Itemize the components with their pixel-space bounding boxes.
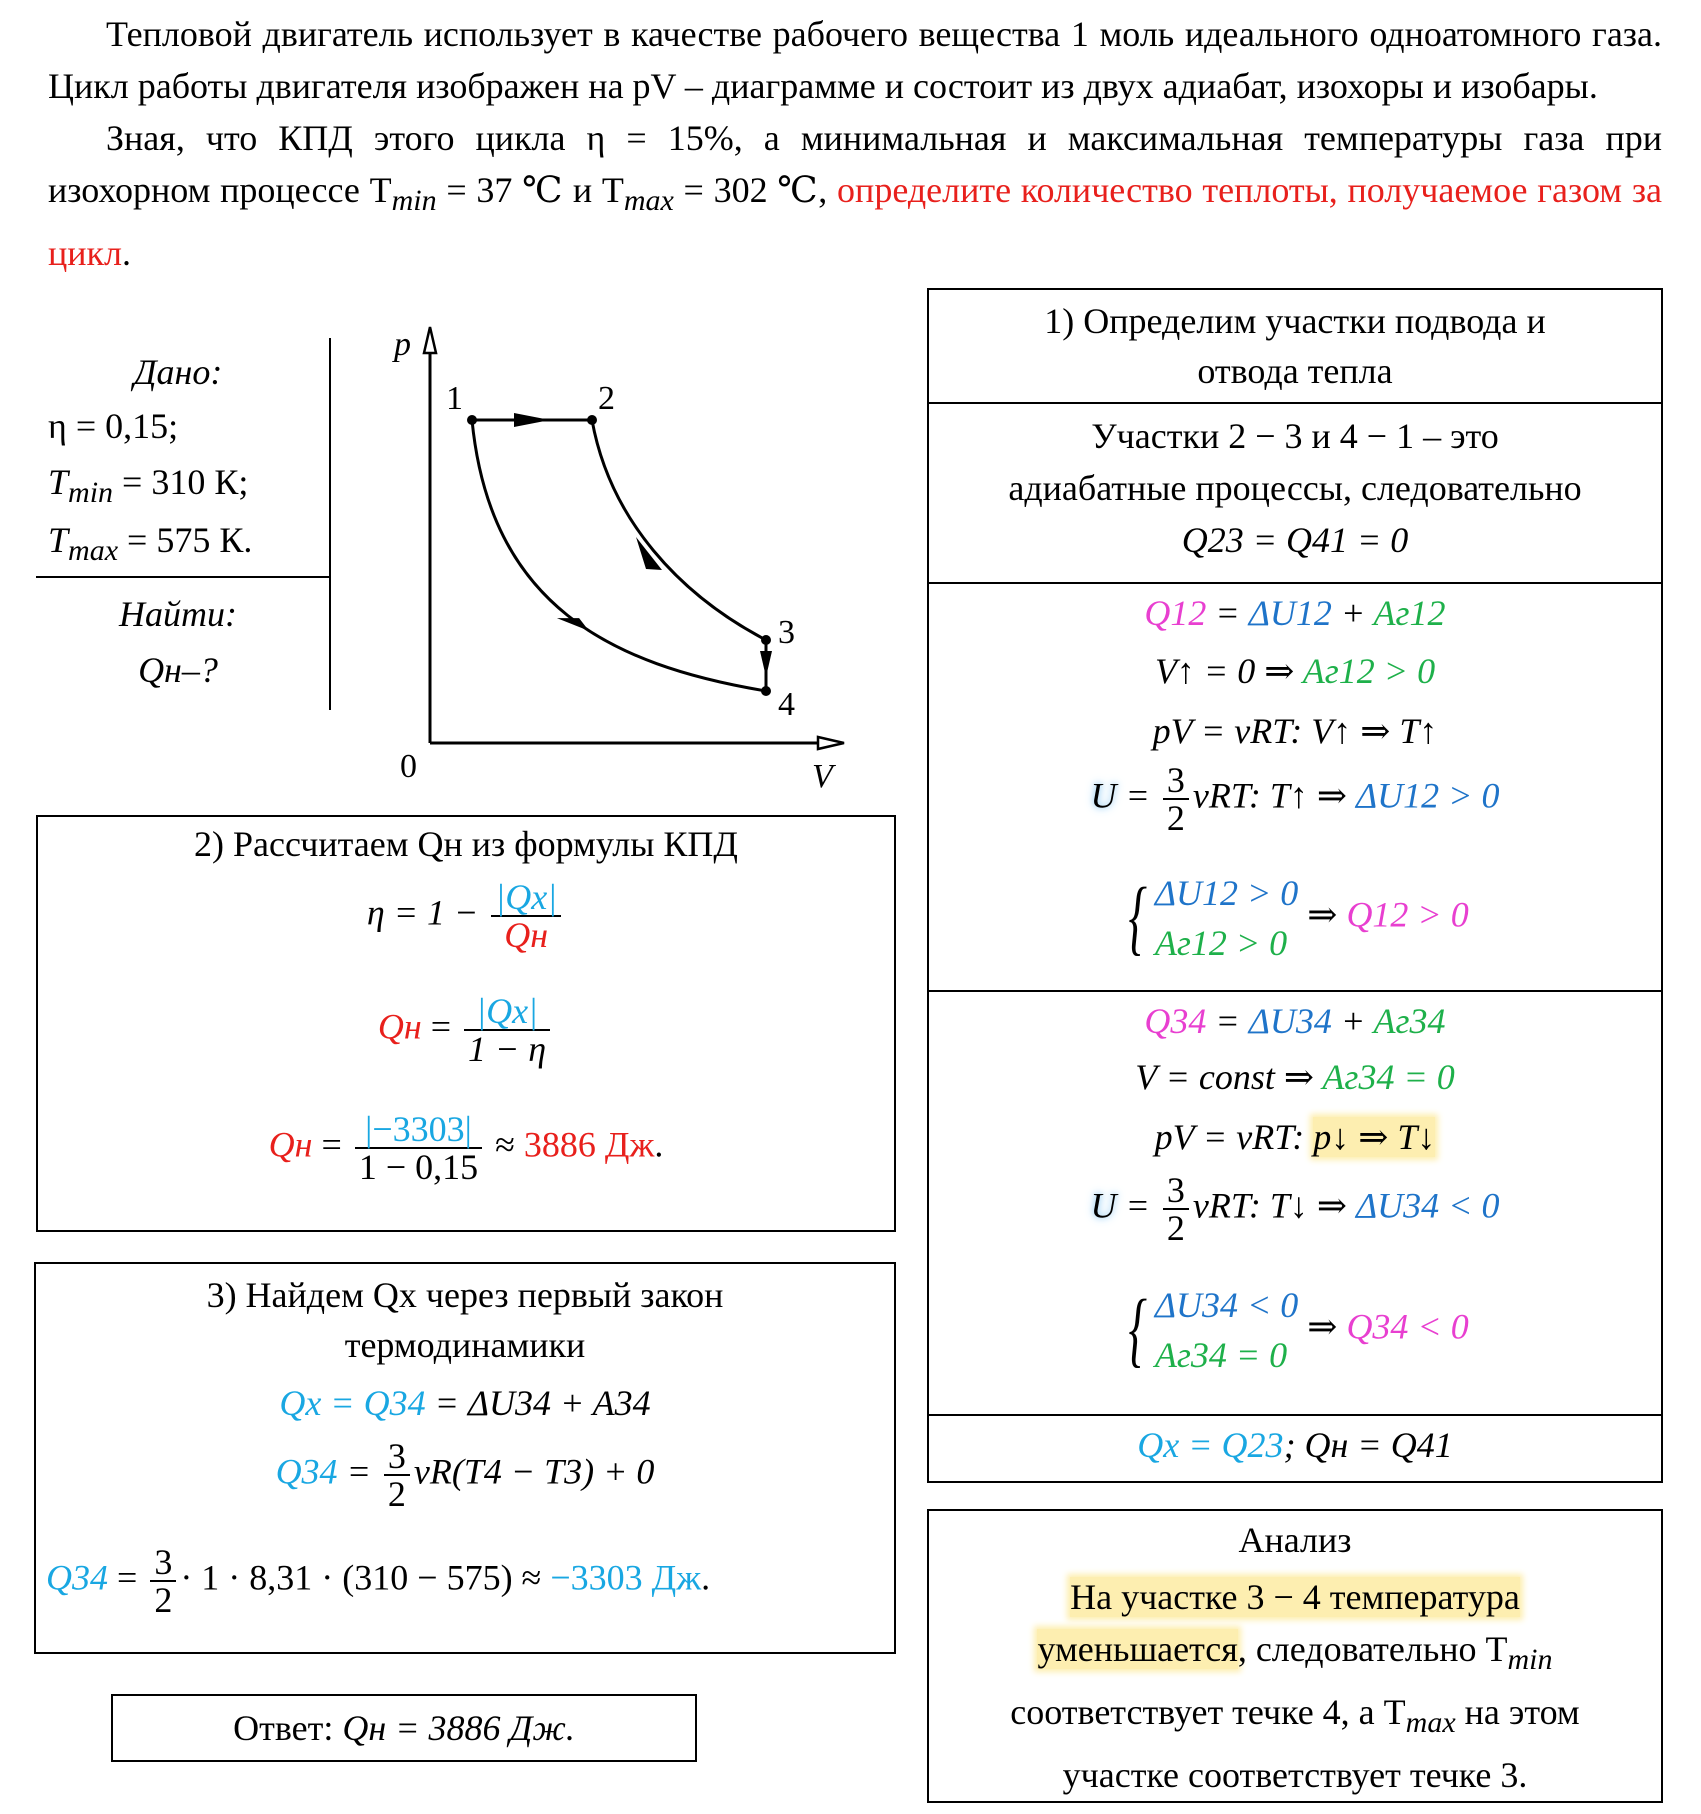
step-2-title: 2) Рассчитаем Qн из формулы КПД: [194, 824, 738, 864]
arrow-4-1: [557, 614, 589, 635]
isobaric-work: V↑ = 0 ⇒ Aг12 > 0: [1154, 651, 1436, 691]
q34-calculation: Q34 = $\frac{3}{2}$ · 1 · 8,31 · (310 − 575) ≈ −3303 Дж.: [46, 1542, 711, 1620]
process-2-3: [592, 420, 766, 640]
step-1-box: [927, 288, 1663, 1483]
efficiency-formula: η = 1 − $\frac{|Qх|}{Qн}$: [38, 879, 894, 953]
brace-icon: {: [1128, 871, 1148, 964]
point-4: [761, 686, 771, 696]
isochoric-internal-energy: U = $\frac{3}{2}$ νRT: T↓ ⇒ ΔU34 < 0: [1090, 1170, 1500, 1248]
answer-box: [111, 1694, 697, 1762]
heat-received-calculation: Qн = $\frac{|-3303|}{1 - 0,15}$ ≈ 3886 Дж.: [268, 1109, 664, 1187]
problem-question: определите количество теплоты, получаемое газом за цикл: [48, 170, 1663, 274]
isobaric-system: { ΔU12 > 0 Aг12 > 0 ⇒ Q12 > 0: [1128, 871, 1469, 964]
find-value: Qн–?: [138, 650, 218, 690]
p-axis-arrow: [424, 327, 436, 353]
analysis-text: На участке 3 − 4 температура уменьшается, следовательно $T_{min}$ соответствует течке 4, а $T_{max}$ на этом участке соответствует течке 3.: [1010, 1577, 1580, 1796]
point-3: [761, 635, 771, 645]
q34-formula: Q34 = $\frac{3}{2}$ νR(T4 − T3) + 0: [275, 1436, 655, 1514]
point-1-label: 1: [446, 380, 463, 417]
answer-label: Ответ:: [233, 1708, 343, 1748]
v-axis-arrow: [818, 737, 844, 749]
divider: [929, 1414, 1661, 1416]
problem-paragraph-1: Тепловой двигатель использует в качестве рабочего вещества 1 моль идеального одноатомного газа. Цикл работы двигателя изображен на pV – диаграмме и состоит из двух адиабат, изохоры и изобары.: [48, 14, 1662, 106]
point-3-label: 3: [778, 614, 795, 651]
point-2: [587, 415, 597, 425]
step-3-title: 3) Найдем Qх через первый закон термодинамики: [206, 1275, 724, 1365]
heat-summary: Qх = Q23; Qн = Q41: [1137, 1425, 1453, 1465]
isobaric-internal-energy: U = $\frac{3}{2}$ νRT: T↑ ⇒ ΔU12 > 0: [1090, 760, 1500, 838]
v-axis-label: V: [812, 758, 833, 795]
given-title: Дано:: [133, 352, 223, 392]
given-divider-horizontal: [36, 576, 329, 578]
adiabatic-section: Участки 2 − 3 и 4 − 1 – это адиабатные процессы, следовательно Q23 = Q41 = 0: [1008, 416, 1582, 560]
heat-received-result: 3886 Дж: [523, 1124, 655, 1165]
step-1-title: 1) Определим участки подвода и отвода тепла: [1044, 301, 1546, 391]
first-law-equation: Qх = Q34 = ΔU34 + A34: [279, 1383, 651, 1423]
given-tmax: $T_{max} = 575$ К.: [48, 520, 253, 568]
given-eta: η = 0,15;: [48, 406, 179, 446]
arrow-3-4: [760, 651, 772, 677]
answer-value: Qн = 3886 Дж.: [342, 1708, 575, 1748]
arrow-2-3: [636, 537, 662, 570]
origin-label: 0: [400, 748, 417, 785]
divider: [929, 582, 1661, 584]
problem-statement: [48, 8, 1662, 279]
point-4-label: 4: [778, 686, 795, 723]
arrow-1-2: [514, 413, 550, 427]
isochoric-state-equation: pV = νRT: p↓ ⇒ T↓: [1154, 1117, 1436, 1157]
point-1: [467, 415, 477, 425]
isochoric-work: V = const ⇒ Aг34 = 0: [1135, 1057, 1455, 1097]
process-4-1: [472, 420, 766, 691]
isobaric-first-law: Q12 = ΔU12 + Aг12: [1144, 593, 1446, 633]
step-3-box: [34, 1262, 896, 1654]
given-tmin: $T_{min} = 310$ К;: [48, 462, 249, 510]
find-title: Найти:: [119, 594, 237, 634]
divider: [929, 990, 1661, 992]
p-axis-label: p: [394, 326, 411, 363]
step-2-box: [36, 815, 896, 1232]
point-2-label: 2: [598, 380, 615, 417]
brace-icon: {: [1128, 1283, 1148, 1376]
isochoric-first-law: Q34 = ΔU34 + Aг34: [1144, 1001, 1446, 1041]
isochoric-system: { ΔU34 < 0 Aг34 = 0 ⇒ Q34 < 0: [1128, 1283, 1469, 1376]
given-divider-vertical: [329, 338, 331, 710]
pv-diagram: [380, 325, 850, 795]
divider: [929, 402, 1661, 404]
problem-paragraph-2: Зная, что КПД этого цикла η = 15%, а минимальная и максимальная температуры газа при изохорном процессе $T_{min} = 37$ ℃ и $T_{max} = 302$ ℃, определите количество теплоты, получаемое газом за цикл.: [48, 118, 1663, 274]
analysis-box: [927, 1509, 1663, 1803]
analysis-title: Анализ: [1238, 1520, 1352, 1560]
isobaric-state-equation: pV = νRT: V↑ ⇒ T↑: [1152, 711, 1438, 751]
q34-result: −3303 Дж: [550, 1557, 702, 1598]
heat-received-formula: Qн = $\frac{|Qх|}{1 - \eta}$: [38, 993, 894, 1067]
